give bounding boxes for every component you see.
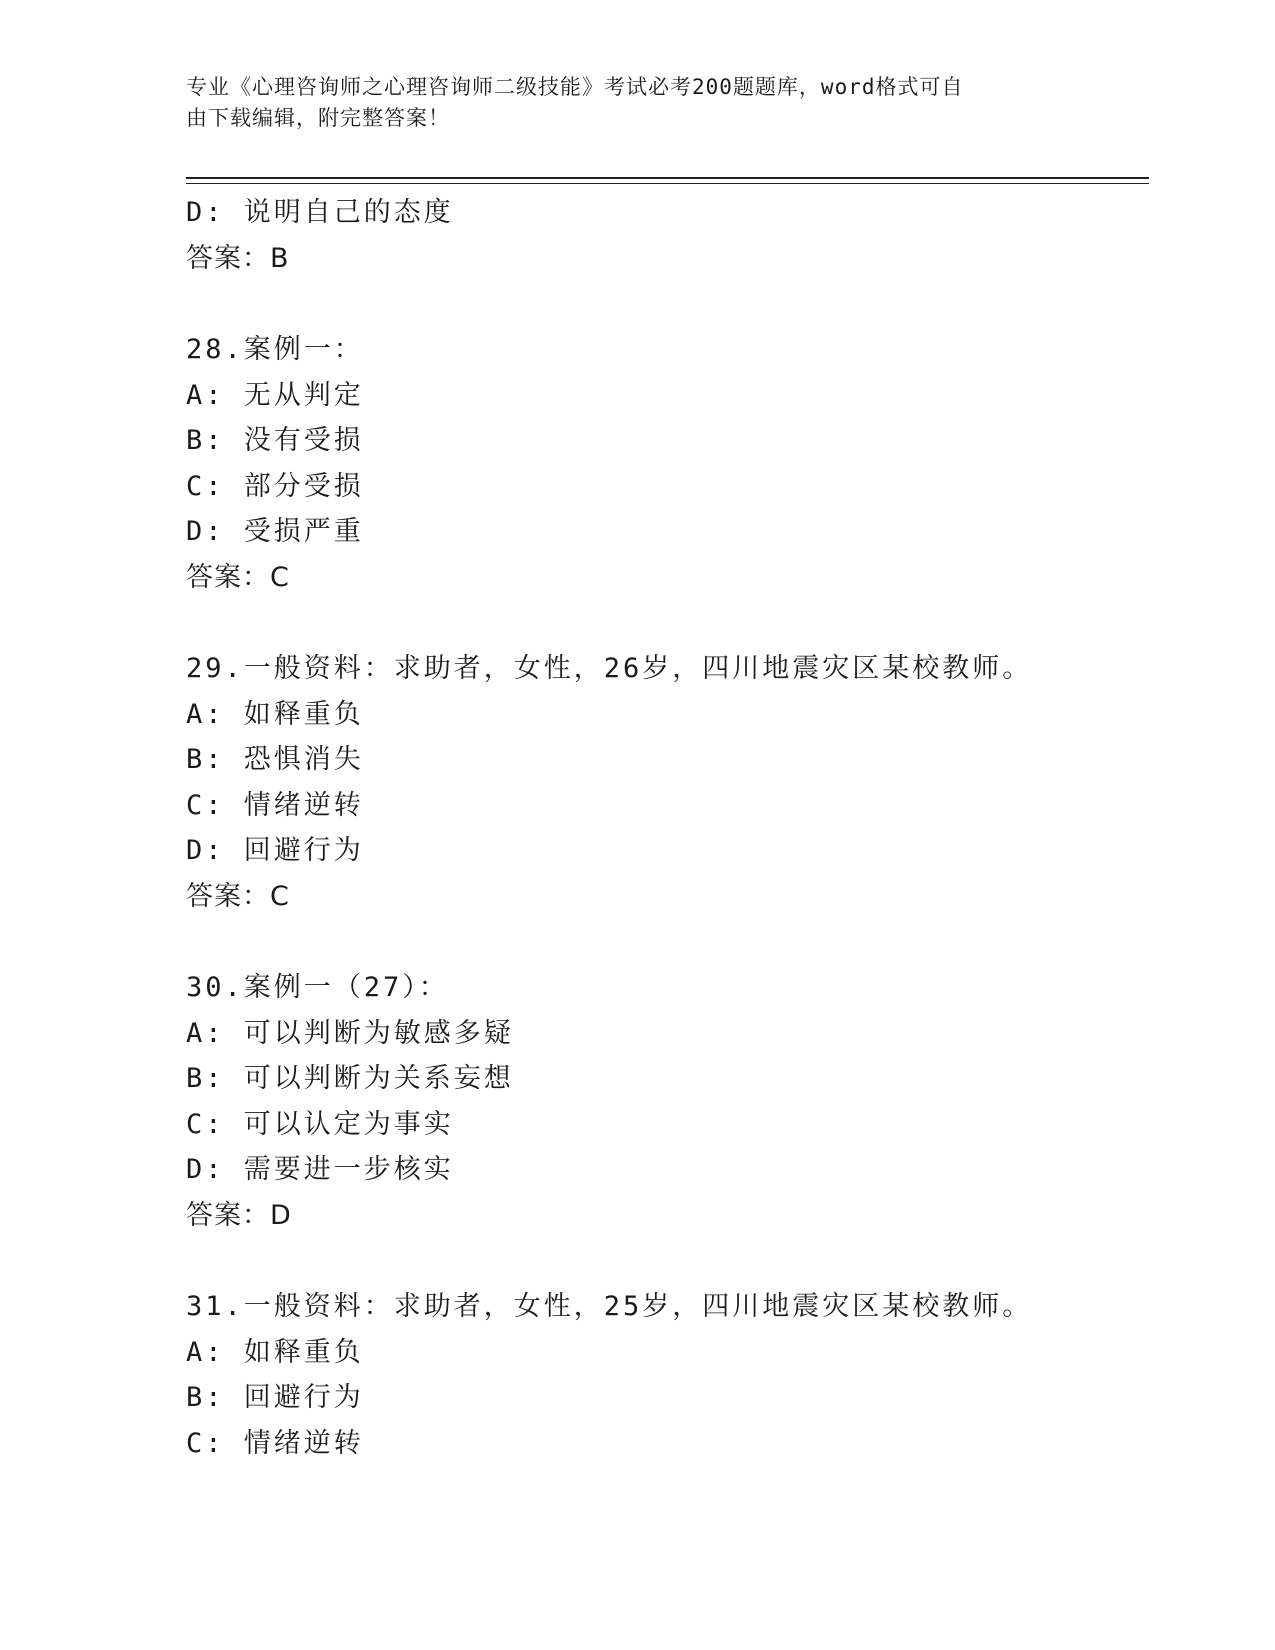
question-list: [186, 190, 1146, 1466]
question-stem: 28.案例一：: [186, 334, 364, 365]
option-b: B: 没有受损: [186, 425, 364, 456]
option-a: A: 可以判断为敏感多疑: [186, 1017, 514, 1049]
question-block-29: [186, 646, 1146, 919]
header-line-1: 专业《心理咨询师之心理咨询师二级技能》考试必考200题题库，word格式可自: [186, 75, 964, 99]
question-stem: 30.案例一（27）：: [186, 972, 449, 1003]
option-b: B: 可以判断为关系妄想: [186, 1063, 514, 1094]
answer-line: 答案：C: [186, 880, 290, 912]
block-spacer: [186, 600, 1146, 646]
header-divider-thick: [186, 177, 1149, 179]
question-stem: 29.一般资料：求助者，女性，26岁，四川地震灾区某校教师。: [186, 653, 1033, 684]
option-a: A: 如释重负: [186, 1336, 364, 1368]
block-spacer: [186, 1238, 1146, 1284]
answer-line: 答案：D: [186, 1199, 292, 1231]
block-spacer: [186, 281, 1146, 327]
option-c: C: 情绪逆转: [186, 789, 364, 821]
option-b: B: 恐惧消失: [186, 744, 364, 775]
option-d: D: 受损严重: [186, 516, 364, 547]
question-block-partial: [186, 190, 1146, 281]
option-d: D: 回避行为: [186, 835, 364, 866]
header-line-2: 由下载编辑，附完整答案！: [186, 106, 450, 130]
answer-line: 答案：C: [186, 561, 290, 593]
option-c: C: 部分受损: [186, 470, 364, 502]
question-block-31: [186, 1284, 1146, 1466]
option-c: C: 情绪逆转: [186, 1427, 364, 1459]
option-a: A: 无从判定: [186, 379, 364, 411]
option-b: B: 回避行为: [186, 1382, 364, 1413]
document-header: [186, 72, 1066, 134]
header-divider-thin: [186, 183, 1149, 184]
question-stem: 31.一般资料：求助者，女性，25岁，四川地震灾区某校教师。: [186, 1291, 1033, 1322]
option-a: A: 如释重负: [186, 698, 364, 730]
option-d: D: 需要进一步核实: [186, 1154, 454, 1185]
question-block-28: [186, 327, 1146, 600]
answer-line: 答案：B: [186, 242, 290, 274]
option-d: D: 说明自己的态度: [186, 197, 454, 228]
option-c: C: 可以认定为事实: [186, 1108, 454, 1140]
question-block-30: [186, 965, 1146, 1238]
block-spacer: [186, 919, 1146, 965]
